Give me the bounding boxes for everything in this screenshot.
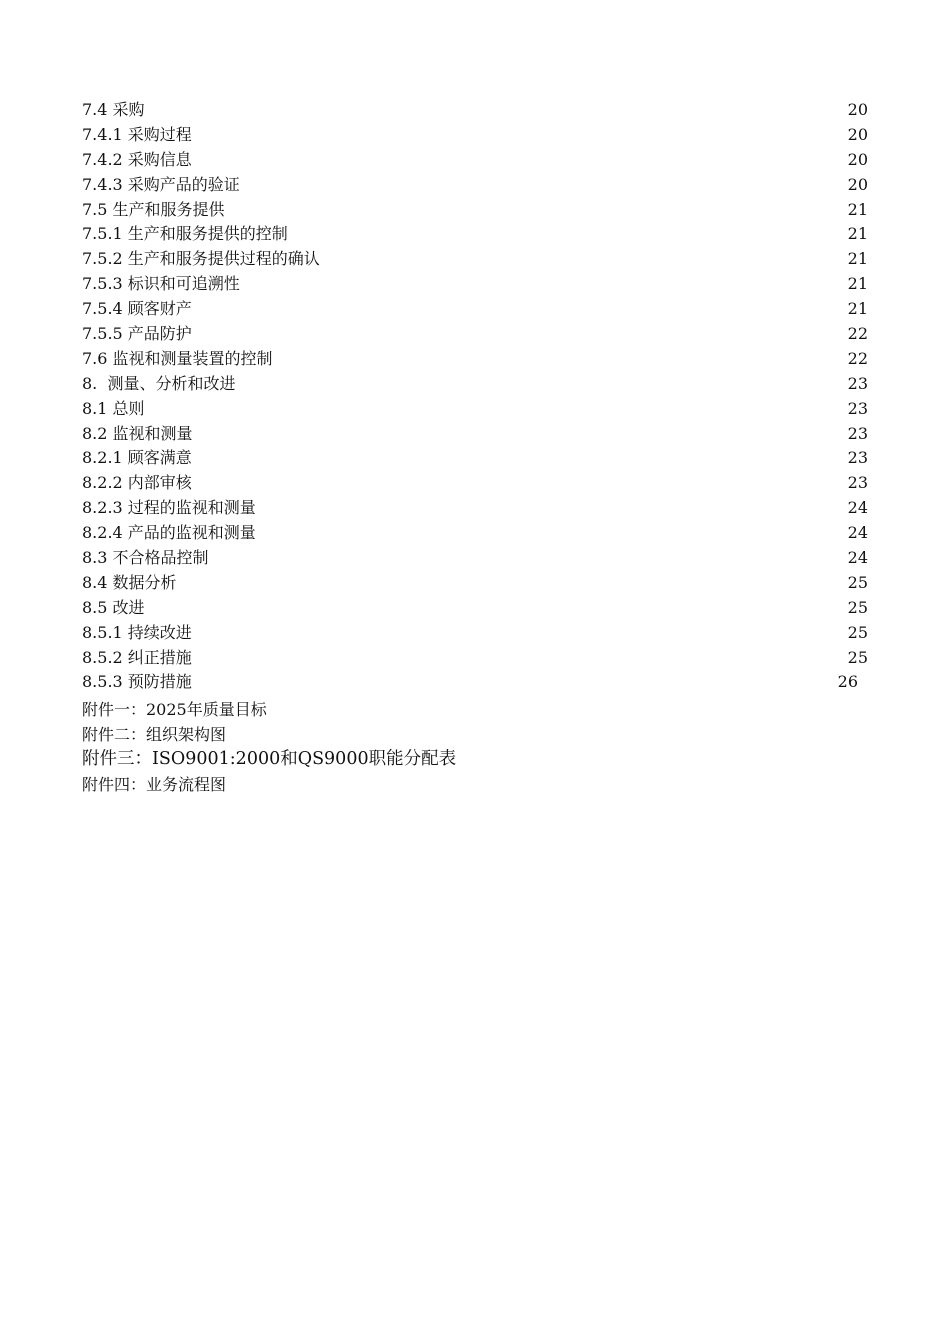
toc-entry[interactable] bbox=[82, 621, 868, 646]
toc-entry-title: 8.2.4 产品的监视和测量 bbox=[82, 523, 256, 543]
toc-entry[interactable] bbox=[82, 422, 868, 447]
toc-entry-page: 24 bbox=[847, 523, 868, 543]
toc-entry-title: 7.6 监视和测量装置的控制 bbox=[82, 348, 273, 368]
toc-entry-page: 21 bbox=[847, 199, 868, 219]
toc-entry[interactable] bbox=[82, 272, 868, 297]
toc-entry-page: 23 bbox=[847, 448, 868, 468]
table-of-contents bbox=[82, 98, 868, 695]
toc-entry-page: 26 bbox=[837, 672, 858, 692]
toc-entry-title: 8.4 数据分析 bbox=[82, 572, 177, 592]
toc-entry[interactable] bbox=[82, 397, 868, 422]
appendix-list bbox=[82, 697, 456, 797]
toc-entry-title: 7.5.3 标识和可追溯性 bbox=[82, 274, 240, 294]
toc-entry[interactable] bbox=[82, 322, 868, 347]
toc-entry-title: 7.5.4 顾客财产 bbox=[82, 299, 192, 319]
toc-entry-title: 8. 测量、分析和改进 bbox=[82, 373, 236, 393]
toc-entry[interactable] bbox=[82, 546, 868, 571]
appendix-item-org-chart[interactable]: 附件二：组织架构图 bbox=[82, 725, 227, 744]
toc-entry-page: 24 bbox=[847, 498, 868, 518]
toc-entry-title: 8.1 总则 bbox=[82, 398, 145, 418]
toc-entry[interactable] bbox=[82, 571, 868, 596]
toc-entry-page: 24 bbox=[847, 548, 868, 568]
toc-entry-title: 8.2 监视和测量 bbox=[82, 423, 193, 443]
toc-entry-page: 23 bbox=[847, 423, 868, 443]
toc-entry-page: 23 bbox=[847, 373, 868, 393]
toc-entry-title: 8.2.3 过程的监视和测量 bbox=[82, 498, 256, 518]
toc-entry-page: 23 bbox=[847, 398, 868, 418]
toc-entry-page: 21 bbox=[847, 249, 868, 269]
toc-entry[interactable] bbox=[82, 446, 868, 471]
toc-entry-page: 21 bbox=[847, 224, 868, 244]
toc-entry[interactable] bbox=[82, 372, 868, 397]
toc-entry-page: 22 bbox=[847, 324, 868, 344]
toc-entry[interactable] bbox=[82, 347, 868, 372]
toc-entry-title: 8.5.2 纠正措施 bbox=[82, 647, 192, 667]
toc-entry-page: 21 bbox=[847, 274, 868, 294]
toc-entry-title: 8.2.1 顾客满意 bbox=[82, 448, 192, 468]
toc-entry-title: 8.5 改进 bbox=[82, 597, 145, 617]
toc-entry[interactable] bbox=[82, 247, 868, 272]
toc-entry-page: 23 bbox=[847, 473, 868, 493]
toc-entry[interactable] bbox=[82, 123, 868, 148]
toc-entry[interactable] bbox=[82, 198, 868, 223]
toc-entry-page: 20 bbox=[847, 100, 868, 119]
toc-entry-page: 25 bbox=[847, 622, 868, 642]
toc-entry[interactable] bbox=[82, 596, 868, 621]
toc-entry[interactable] bbox=[82, 98, 868, 123]
toc-entry-page: 22 bbox=[847, 348, 868, 368]
toc-entry[interactable] bbox=[82, 222, 868, 247]
toc-entry-title: 7.5.2 生产和服务提供过程的确认 bbox=[82, 249, 320, 269]
toc-entry-page: 25 bbox=[847, 597, 868, 617]
toc-entry[interactable] bbox=[82, 173, 868, 198]
toc-entry[interactable] bbox=[82, 646, 868, 671]
toc-entry[interactable] bbox=[82, 148, 868, 173]
appendix-item-process-flowchart[interactable]: 附件四：业务流程图 bbox=[82, 775, 227, 794]
toc-entry[interactable] bbox=[82, 471, 868, 496]
toc-entry[interactable] bbox=[82, 297, 868, 322]
toc-entry-title: 7.4.3 采购产品的验证 bbox=[82, 174, 240, 194]
toc-entry-title: 8.5.3 预防措施 bbox=[82, 672, 192, 692]
toc-entry[interactable] bbox=[82, 521, 868, 546]
appendix-item-quality-objectives[interactable]: 附件一：2025年质量目标 bbox=[82, 700, 267, 719]
toc-entry-page: 21 bbox=[847, 299, 868, 319]
toc-entry-page: 20 bbox=[847, 149, 868, 169]
toc-entry-title: 7.4 采购 bbox=[82, 100, 145, 119]
toc-entry-title: 7.4.1 采购过程 bbox=[82, 124, 192, 144]
toc-entry[interactable] bbox=[82, 496, 868, 521]
toc-entry-title: 8.5.1 持续改进 bbox=[82, 622, 192, 642]
toc-entry-title: 7.5.5 产品防护 bbox=[82, 324, 192, 344]
toc-entry-title: 8.2.2 内部审核 bbox=[82, 473, 192, 493]
toc-entry-title: 7.5.1 生产和服务提供的控制 bbox=[82, 224, 288, 244]
toc-entry-page: 20 bbox=[847, 124, 868, 144]
toc-entry-page: 25 bbox=[847, 572, 868, 592]
toc-entry-page: 20 bbox=[847, 174, 868, 194]
toc-entry-page: 25 bbox=[847, 647, 868, 667]
appendix-item-responsibility-table[interactable]: 附件三：ISO9001:2000和QS9000职能分配表 bbox=[82, 749, 457, 769]
toc-entry-title: 7.4.2 采购信息 bbox=[82, 149, 192, 169]
toc-entry-title: 8.3 不合格品控制 bbox=[82, 548, 209, 568]
toc-entry-title: 7.5 生产和服务提供 bbox=[82, 199, 225, 219]
toc-entry[interactable] bbox=[82, 670, 868, 695]
